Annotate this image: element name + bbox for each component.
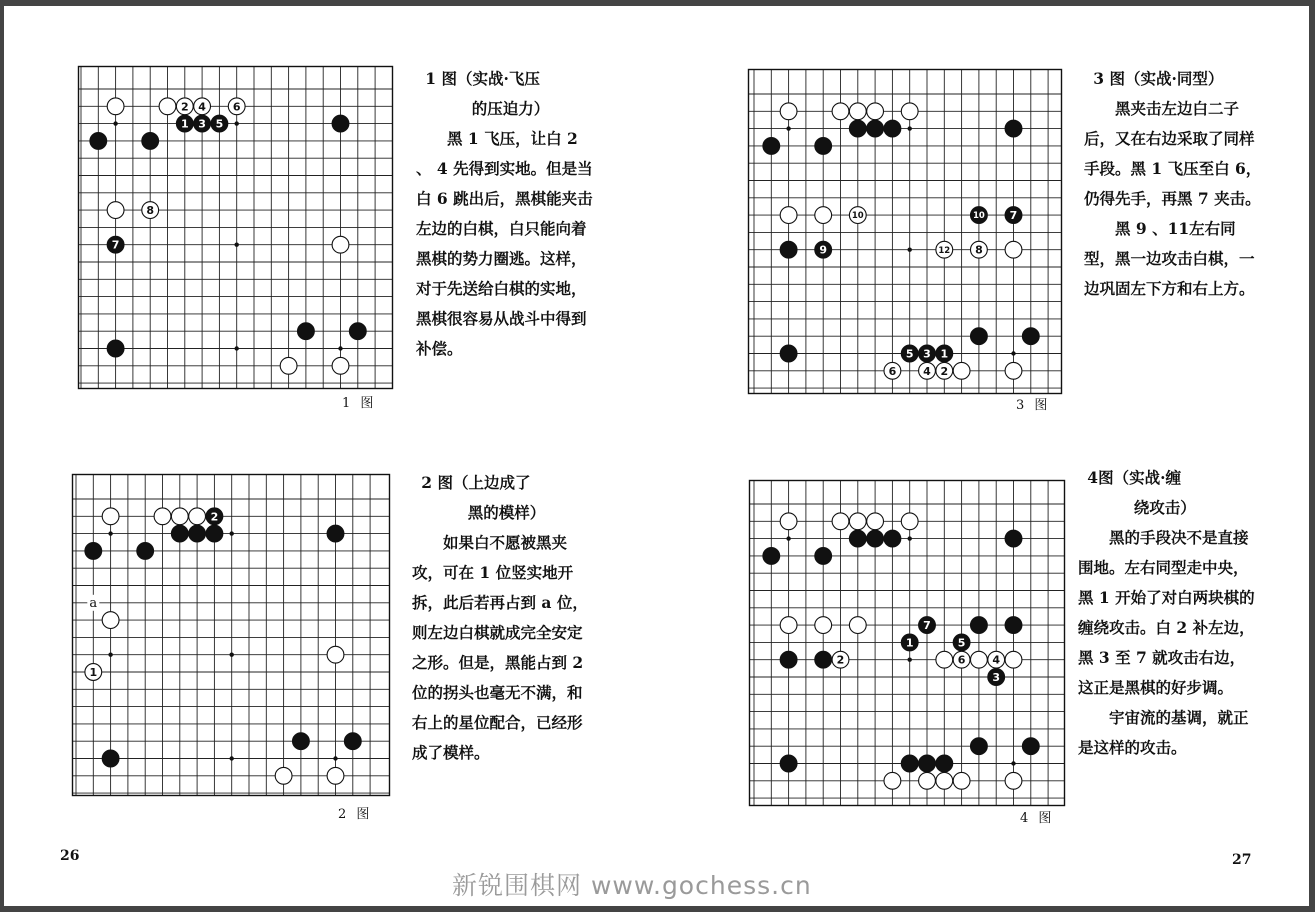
black-stone — [815, 651, 832, 668]
black-stone — [901, 755, 918, 772]
stone-move-number: 8 — [975, 243, 983, 257]
black-stone — [176, 115, 193, 132]
white-stone — [102, 508, 119, 525]
white-stone — [1005, 362, 1022, 379]
diagram-paragraph-4a: 黑的手段决不是直接围地。左右同型走中央，黑 1 开始了对白两块棋的缠绕攻击。白 2 补左边，黑 3 至 7 就攻击右边，这正是黑棋的好步调。 — [1078, 528, 1255, 697]
black-stone — [90, 133, 107, 150]
white-stone — [102, 612, 119, 629]
white-stone — [107, 98, 124, 115]
star-point — [908, 536, 912, 540]
white-stone — [815, 617, 832, 634]
go-board-diagram-2 — [72, 474, 390, 796]
black-stone — [971, 328, 988, 345]
white-stone — [901, 103, 918, 120]
stone-move-number: 5 — [215, 117, 224, 131]
white-stone — [1005, 241, 1022, 258]
black-stone — [867, 530, 884, 547]
black-stone — [849, 120, 866, 137]
star-point — [908, 658, 912, 662]
site-watermark: 新锐围棋网 www.gochess.cn — [452, 871, 812, 900]
black-stone — [953, 634, 970, 651]
stone-move-number: 4 — [923, 364, 931, 378]
diagram-title-2: 2 图（上边成了 — [421, 473, 531, 492]
black-stone — [349, 323, 366, 340]
black-stone — [815, 241, 832, 258]
black-stone — [189, 525, 206, 542]
white-stone — [849, 207, 866, 224]
black-stone — [815, 138, 832, 155]
black-stone — [293, 733, 310, 750]
black-stone — [763, 548, 780, 565]
white-stone — [936, 362, 953, 379]
white-stone — [780, 617, 797, 634]
white-stone — [815, 207, 832, 224]
white-stone — [936, 651, 953, 668]
white-stone — [154, 508, 171, 525]
white-stone — [142, 202, 159, 219]
white-stone — [936, 772, 953, 789]
star-point — [230, 756, 234, 760]
white-stone — [953, 362, 970, 379]
diagram-title-1: 1 图（实战·飞压 — [425, 69, 540, 88]
diagram-subtitle-4: 绕攻击） — [1133, 498, 1196, 517]
black-stone — [936, 345, 953, 362]
white-stone — [327, 767, 344, 784]
white-stone — [780, 207, 797, 224]
stone-move-number: 1 — [905, 636, 914, 650]
diagram-caption-4: 4 图 — [1020, 811, 1055, 826]
black-stone — [971, 617, 988, 634]
diagram-text-2 — [412, 468, 594, 768]
stone-move-number: 6 — [232, 100, 241, 114]
stone-move-number: 7 — [111, 238, 120, 252]
stone-move-number: 10 — [972, 211, 985, 222]
diagram-caption-1: 1 图 — [342, 396, 377, 411]
white-stone — [884, 772, 901, 789]
diagram-text-3 — [1084, 64, 1266, 304]
star-point — [230, 653, 234, 657]
black-stone — [780, 241, 797, 258]
star-point — [908, 248, 912, 252]
black-stone — [971, 738, 988, 755]
white-stone — [867, 513, 884, 530]
stone-move-number: 2 — [940, 364, 949, 378]
black-stone — [1005, 207, 1022, 224]
go-board-diagram-4 — [749, 480, 1065, 806]
black-stone — [884, 120, 901, 137]
book-spread — [4, 6, 1309, 906]
stone-move-number: 12 — [938, 245, 951, 256]
black-stone — [919, 345, 936, 362]
stone-move-number: 2 — [180, 100, 189, 114]
star-point — [108, 653, 112, 657]
diagram-paragraph-2a: 如果白不愿被黑夹攻，可在 1 位竖实地开拆，此后若再占到 a 位，则左边白棋就成完全安定之形。但是，黑能占到 2 位的拐头也毫无不满，和右上的星位配合，已经形成了模样。 — [412, 533, 588, 762]
board-grid — [72, 474, 390, 796]
diagram-subtitle-2: 黑的模样） — [467, 503, 546, 522]
stone-move-number: 1 — [89, 665, 98, 679]
star-point — [230, 531, 234, 535]
diagram-text-1 — [416, 64, 598, 364]
white-stone — [1005, 651, 1022, 668]
white-stone — [189, 508, 206, 525]
white-stone — [780, 103, 797, 120]
black-stone — [780, 755, 797, 772]
star-point — [108, 531, 112, 535]
stone-move-number: 10 — [851, 211, 864, 222]
white-stone — [107, 202, 124, 219]
star-point — [235, 121, 239, 125]
diagram-subtitle-1: 的压迫力） — [471, 99, 550, 118]
black-stone — [171, 525, 188, 542]
stone-move-number: 1 — [940, 347, 949, 361]
stone-move-number: 4 — [198, 100, 206, 114]
black-stone — [1005, 617, 1022, 634]
black-stone — [344, 733, 361, 750]
white-stone — [194, 98, 211, 115]
black-stone — [780, 651, 797, 668]
white-stone — [171, 508, 188, 525]
white-stone — [159, 98, 176, 115]
go-board-diagram-1 — [78, 66, 393, 389]
black-stone — [102, 750, 119, 767]
stone-move-number: 8 — [146, 204, 155, 218]
white-stone — [832, 513, 849, 530]
star-point — [1011, 761, 1015, 765]
white-stone — [832, 651, 849, 668]
black-stone — [107, 340, 124, 357]
star-point — [338, 346, 342, 350]
star-point — [113, 121, 117, 125]
black-stone — [988, 669, 1005, 686]
stone-move-number: 2 — [836, 653, 845, 667]
stone-move-number: 1 — [180, 117, 189, 131]
page-number-left: 26 — [60, 848, 80, 864]
black-stone — [137, 543, 154, 560]
white-stone — [953, 772, 970, 789]
stone-move-number: 6 — [888, 364, 897, 378]
go-board-diagram-3 — [748, 69, 1062, 394]
black-stone — [971, 207, 988, 224]
stone-move-number: 5 — [905, 347, 914, 361]
black-stone — [206, 508, 223, 525]
stone-move-number: 2 — [210, 510, 219, 524]
black-stone — [936, 755, 953, 772]
page-number-right: 27 — [1232, 852, 1252, 868]
black-stone — [867, 120, 884, 137]
white-stone — [919, 772, 936, 789]
black-stone — [211, 115, 228, 132]
white-stone — [332, 236, 349, 253]
white-stone — [867, 103, 884, 120]
black-stone — [1005, 120, 1022, 137]
white-stone — [85, 664, 102, 681]
diagram-paragraph-3a: 黑夹击左边白二子后，又在右边采取了同样手段。黑 1 飞压至白 6，仍得先手，再黑 7 夹击。 — [1084, 99, 1262, 208]
diagram-paragraph-3b: 黑 9 、11左右同型，黑一边攻击白棋，一边巩固左下方和右上方。 — [1084, 219, 1255, 298]
stone-move-number: 3 — [198, 117, 206, 131]
stone-move-number: 3 — [992, 670, 1001, 684]
star-point — [786, 536, 790, 540]
white-stone — [919, 362, 936, 379]
black-stone — [332, 115, 349, 132]
stone-move-number: 7 — [1009, 209, 1018, 223]
star-point — [908, 126, 912, 130]
diagram-title-3: 3 图（实战·同型） — [1093, 69, 1224, 88]
white-stone — [849, 513, 866, 530]
black-stone — [142, 133, 159, 150]
stone-move-number: 4 — [992, 653, 1001, 667]
board-svg — [72, 474, 390, 796]
stone-move-number: 3 — [923, 347, 931, 361]
black-stone — [194, 115, 211, 132]
star-point — [235, 243, 239, 247]
star-point — [1011, 351, 1015, 355]
black-stone — [1022, 328, 1039, 345]
white-stone — [176, 98, 193, 115]
black-stone — [919, 755, 936, 772]
stone-move-number: 9 — [819, 243, 828, 257]
diagram-caption-3: 3 图 — [1016, 398, 1051, 413]
white-stone — [280, 357, 297, 374]
stone-move-number: 7 — [923, 619, 931, 633]
white-stone — [780, 513, 797, 530]
white-stone — [849, 617, 866, 634]
black-stone — [901, 345, 918, 362]
black-stone — [298, 323, 315, 340]
diagram-caption-2: 2 图 — [338, 807, 373, 822]
stone-move-number: 5 — [957, 636, 966, 650]
white-stone — [1005, 772, 1022, 789]
black-stone — [1022, 738, 1039, 755]
black-stone — [1005, 530, 1022, 547]
stone-move-number: 6 — [957, 653, 966, 667]
white-stone — [988, 651, 1005, 668]
white-stone — [327, 646, 344, 663]
white-stone — [971, 651, 988, 668]
white-stone — [832, 103, 849, 120]
black-stone — [85, 543, 102, 560]
black-stone — [815, 548, 832, 565]
point-label-a: a — [89, 595, 98, 611]
star-point — [333, 756, 337, 760]
black-stone — [327, 525, 344, 542]
white-stone — [275, 767, 292, 784]
black-stone — [763, 138, 780, 155]
white-stone — [953, 651, 970, 668]
black-stone — [849, 530, 866, 547]
white-stone — [901, 513, 918, 530]
black-stone — [780, 345, 797, 362]
board-svg — [748, 69, 1062, 394]
white-stone — [971, 241, 988, 258]
white-stone — [936, 241, 953, 258]
white-stone — [228, 98, 245, 115]
black-stone — [206, 525, 223, 542]
diagram-title-4: 4图（实战·缠 — [1087, 468, 1181, 487]
black-stone — [919, 617, 936, 634]
white-stone — [849, 103, 866, 120]
white-stone — [332, 357, 349, 374]
black-stone — [884, 530, 901, 547]
black-stone — [107, 236, 124, 253]
board-svg — [749, 480, 1065, 806]
black-stone — [901, 634, 918, 651]
star-point — [235, 346, 239, 350]
star-point — [786, 126, 790, 130]
board-svg — [78, 66, 393, 389]
diagram-paragraph-4b: 宇宙流的基调，就正是这样的攻击。 — [1078, 708, 1249, 757]
white-stone — [884, 362, 901, 379]
diagram-text-4 — [1078, 463, 1260, 763]
diagram-paragraph-1a: 黑 1 飞压，让白 2 、 4 先得到实地。但是当白 6 跳出后，黑棋能夹击左边的白棋，白只能向着黑棋的势力圈逃。这样，对于先送给白棋的实地，黑棋很容易从战斗中得到补偿。 — [416, 129, 593, 358]
